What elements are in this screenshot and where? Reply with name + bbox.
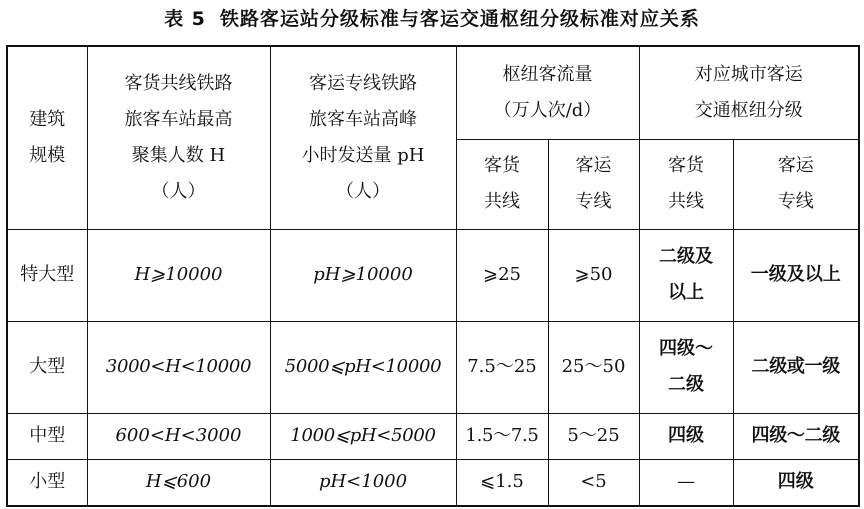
cell-ph: 5000⩽pH<10000 [270,321,456,413]
header-dedicated-capacity: 客运专线铁路 旅客车站高峰 小时发送量 pH （人） [270,46,456,229]
header-city-hub-grade: 对应城市客运 交通枢纽分级 [639,46,859,139]
cell-ph: pH⩾10000 [270,229,456,321]
cell-scale: 中型 [7,413,87,459]
table-row [7,459,859,506]
cell-ph: 1000⩽pH<5000 [270,413,456,459]
subheader-grade-dedicated: 客运 专线 [733,139,859,229]
header-mixed-capacity: 客货共线铁路 旅客车站最高 聚集人数 H （人） [87,46,270,229]
header-scale: 建筑 规模 [7,46,87,229]
cell-flow-mixed: ⩽1.5 [456,459,548,506]
table-title: 铁路客运站分级标准与客运交通枢纽分级标准对应关系 [219,8,700,30]
cell-h: 600<H<3000 [87,413,270,459]
cell-ph: pH<1000 [270,459,456,506]
subheader-flow-dedicated: 客运 专线 [548,139,639,229]
cell-flow-mixed: 1.5～7.5 [456,413,548,459]
subheader-grade-mixed: 客货 共线 [639,139,733,229]
table-caption [0,4,864,31]
cell-grade-dedicated: 二级或一级 [733,321,859,413]
table-number: 表 5 [164,8,206,30]
cell-flow-mixed: 7.5～25 [456,321,548,413]
cell-flow-dedicated: ⩾50 [548,229,639,321]
cell-grade-dedicated: 四级 [733,459,859,506]
cell-h: H⩾10000 [87,229,270,321]
cell-grade-dedicated: 一级及以上 [733,229,859,321]
cell-grade-mixed: 四级～ 二级 [639,321,733,413]
cell-flow-mixed: ⩾25 [456,229,548,321]
table-row [7,321,859,413]
subheader-flow-mixed: 客货 共线 [456,139,548,229]
cell-grade-mixed: 二级及 以上 [639,229,733,321]
cell-scale: 小型 [7,459,87,506]
cell-grade-dedicated: 四级～二级 [733,413,859,459]
classification-table [6,45,860,507]
cell-flow-dedicated: 5～25 [548,413,639,459]
cell-flow-dedicated: 25～50 [548,321,639,413]
cell-flow-dedicated: <5 [548,459,639,506]
cell-grade-mixed: — [639,459,733,506]
cell-h: 3000<H<10000 [87,321,270,413]
cell-h: H⩽600 [87,459,270,506]
cell-scale: 特大型 [7,229,87,321]
table-row [7,413,859,459]
cell-scale: 大型 [7,321,87,413]
table-row [7,229,859,321]
cell-grade-mixed: 四级 [639,413,733,459]
header-hub-flow: 枢纽客流量 （万人次/d） [456,46,639,139]
